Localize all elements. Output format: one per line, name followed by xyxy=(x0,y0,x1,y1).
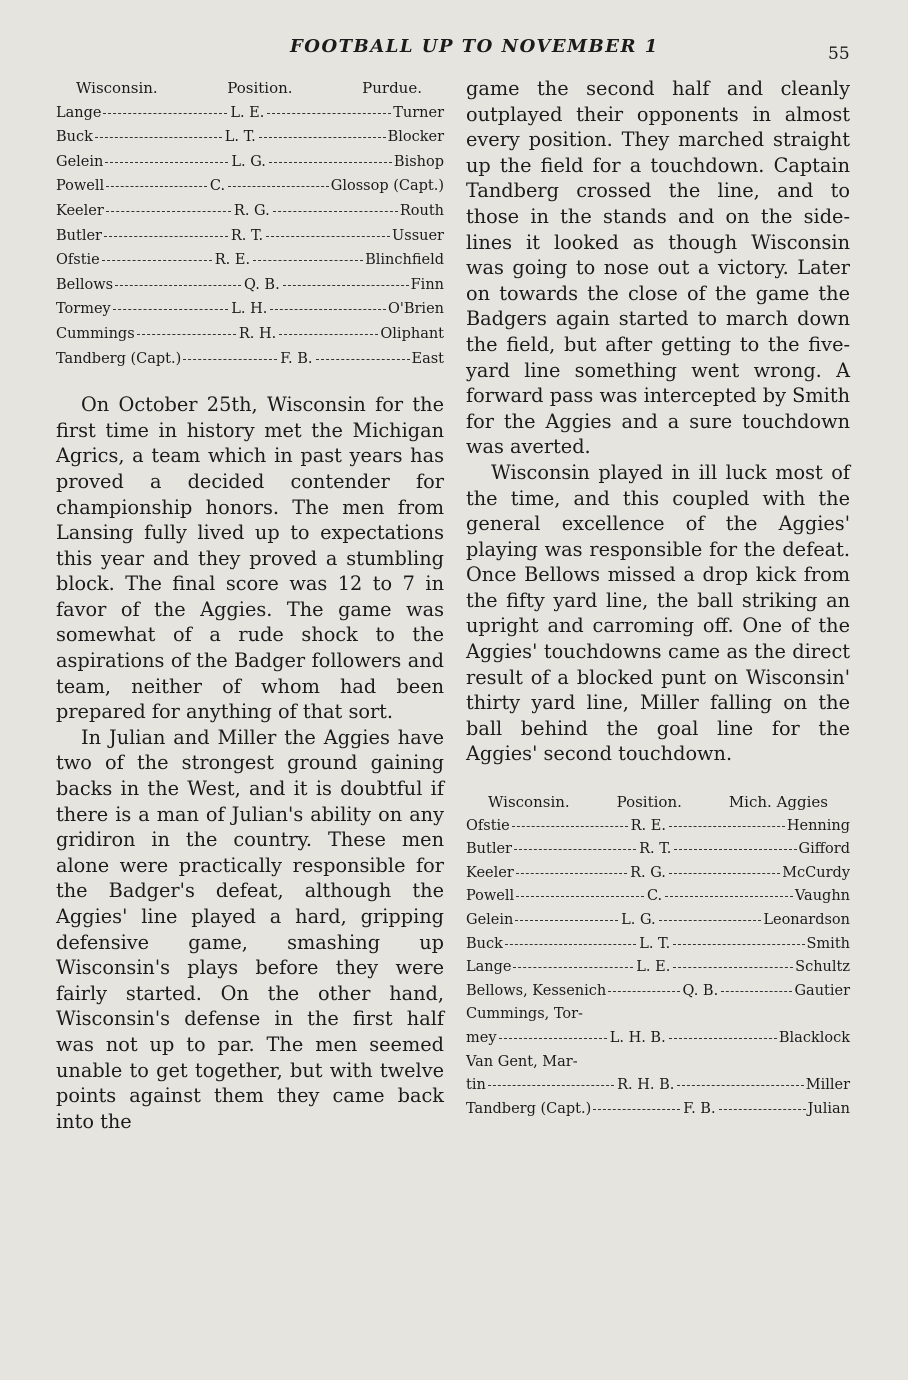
lineup-row xyxy=(56,347,444,372)
lineup-row xyxy=(56,125,444,150)
leader-dashes xyxy=(677,1085,803,1086)
header-wisconsin: Wisconsin. xyxy=(488,793,570,812)
player-opponent: Smith xyxy=(806,935,850,952)
player-position: R. G. xyxy=(630,864,666,881)
page-number: 55 xyxy=(828,44,850,64)
lineup-row xyxy=(466,815,850,839)
header-opponent: Purdue. xyxy=(362,79,422,97)
leader-dashes xyxy=(516,873,627,874)
lineup-row xyxy=(466,1098,850,1122)
lineup-row xyxy=(466,1051,850,1075)
leader-dashes xyxy=(673,967,793,968)
player-position: L. H. xyxy=(231,301,268,318)
player-opponent: Finn xyxy=(410,276,445,293)
player-opponent: Routh xyxy=(399,202,445,219)
player-opponent: McCurdy xyxy=(782,864,851,881)
player-opponent: Vaughn xyxy=(794,888,851,905)
player-opponent: O'Brien xyxy=(387,301,444,318)
leader-dashes xyxy=(269,162,392,163)
player-wisconsin: Tandberg (Capt.) xyxy=(56,350,182,367)
leader-dashes xyxy=(102,260,212,261)
player-position: L. T. xyxy=(224,129,256,146)
player-position: L. G. xyxy=(621,912,656,928)
player-wisconsin: Ofstie xyxy=(466,817,510,834)
player-wisconsin: Keeler xyxy=(56,202,104,219)
leader-dashes xyxy=(113,309,229,310)
player-position: F. B. xyxy=(280,350,313,367)
lineup-row xyxy=(56,199,444,224)
leader-dashes xyxy=(719,1109,806,1110)
lineup-header xyxy=(466,791,850,815)
lineup-row xyxy=(56,174,444,199)
leader-dashes xyxy=(669,873,780,874)
header-position: Position. xyxy=(227,79,293,97)
leader-dashes xyxy=(270,309,386,310)
leader-dashes xyxy=(253,260,363,261)
player-position: L. E. xyxy=(636,959,671,976)
leader-dashes xyxy=(721,991,792,992)
player-position: Q. B. xyxy=(682,982,719,999)
player-opponent: Miller xyxy=(805,1077,851,1094)
leader-dashes xyxy=(137,334,236,335)
player-wisconsin: Tormey xyxy=(56,301,111,318)
leader-dashes xyxy=(488,1085,614,1086)
player-wisconsin: Buck xyxy=(56,129,93,146)
leader-dashes xyxy=(669,826,785,827)
leader-dashes xyxy=(513,967,633,968)
leader-dashes xyxy=(279,334,378,335)
player-position: L. G. xyxy=(231,153,266,170)
player-wisconsin: Lange xyxy=(56,104,102,121)
player-position: L. H. B. xyxy=(609,1029,666,1046)
lineup-row xyxy=(466,885,850,909)
player-wisconsin: Butler xyxy=(466,841,512,858)
running-title: FOOTBALL UP TO NOVEMBER 1 xyxy=(290,36,659,57)
player-opponent: Julian xyxy=(807,1100,850,1117)
lineup-row xyxy=(56,224,444,249)
player-opponent: Bishop xyxy=(393,153,445,170)
player-position: R. G. xyxy=(233,202,270,219)
leader-dashes xyxy=(105,162,228,163)
leader-dashes xyxy=(103,113,227,114)
player-opponent: Blocker xyxy=(387,129,445,146)
leader-dashes xyxy=(104,236,228,237)
player-opponent: Glossop (Capt.) xyxy=(330,178,444,195)
player-opponent: Gautier xyxy=(794,982,851,999)
player-position: C. xyxy=(209,178,226,195)
header-opponent: Mich. Aggies xyxy=(728,793,828,812)
leader-dashes xyxy=(516,896,644,897)
header-position: Position. xyxy=(616,793,682,812)
player-wisconsin: Ofstie xyxy=(56,252,100,269)
lineup-row xyxy=(466,862,850,886)
lineup-row xyxy=(56,101,444,126)
player-wisconsin: Lange xyxy=(466,959,512,976)
lineup-row xyxy=(466,909,850,933)
player-opponent: Ussuer xyxy=(392,227,444,244)
lineup-row xyxy=(466,1003,850,1027)
player-position: L. T. xyxy=(639,935,671,952)
leader-dashes xyxy=(505,944,636,945)
player-position: Q. B. xyxy=(244,276,280,293)
player-opponent: Turner xyxy=(393,104,445,121)
lineup-row xyxy=(466,1074,850,1098)
leader-dashes xyxy=(608,991,679,992)
lineup-table-aggies xyxy=(466,791,850,1121)
right-column xyxy=(466,76,850,1121)
leader-dashes xyxy=(283,285,409,286)
player-position: L. E. xyxy=(230,104,265,121)
player-position: R. E. xyxy=(214,252,251,269)
player-position: R. E. xyxy=(630,817,666,834)
player-wisconsin: tin xyxy=(466,1077,486,1094)
leader-dashes xyxy=(259,137,386,138)
leader-dashes xyxy=(95,137,222,138)
player-opponent: Schultz xyxy=(795,959,850,976)
leader-dashes xyxy=(593,1109,680,1110)
leader-dashes xyxy=(228,186,329,187)
leader-dashes xyxy=(512,826,628,827)
leader-dashes xyxy=(665,896,793,897)
player-position: C. xyxy=(646,888,663,905)
player-wisconsin: Gelein xyxy=(56,153,104,170)
paragraph: In Julian and Miller the Aggies have two of the strongest ground gaining backs in the West, and it is doubtful if there is a man of Julian's ability on any gridiron in the country. These men alone were practically responsible for the Badger's defeat, although the Aggies' line played a hard, gripping defensive game, smashing up Wisconsin's plays before they were fairly started. On the other hand, Wisconsin's defense in the first half was not up to par. The men seemed unable to get together, but with twelve points against them they came back into the xyxy=(56,725,444,1133)
player-wisconsin: Gelein xyxy=(466,912,514,928)
leader-dashes xyxy=(316,359,410,360)
paragraph: game the second half and cleanly outplayed their opponents in almost every position. They marched straight up the field for a touchdown. Captain Tandberg crossed the line, and to those in the stands and on the side-lines it looked as though Wisconsin was going to nose out a victory. Later on towards the close of the game the Badgers again started to march down the field, but after getting to the five-yard line something went wrong. A forward pass was intercepted by Smith for the Aggies and a sure touchdown was averted. xyxy=(466,77,850,459)
lineup-row xyxy=(56,150,444,175)
lineup-header xyxy=(56,76,444,101)
lineup-row xyxy=(466,933,850,957)
lineup-table-purdue xyxy=(56,76,444,371)
leader-dashes xyxy=(183,359,277,360)
player-opponent: Henning xyxy=(786,817,851,834)
lineup-row xyxy=(56,322,444,347)
left-column xyxy=(56,76,444,1134)
player-opponent: Blacklock xyxy=(778,1029,851,1046)
player-wisconsin: Powell xyxy=(56,178,105,195)
lineup-row xyxy=(56,273,444,298)
leader-dashes xyxy=(267,113,391,114)
lineup-row xyxy=(466,838,850,862)
lineup-row xyxy=(56,297,444,322)
player-position: R. T. xyxy=(230,227,264,244)
player-opponent: Oliphant xyxy=(380,325,444,342)
leader-dashes xyxy=(106,211,231,212)
player-wisconsin: Keeler xyxy=(466,864,514,881)
leader-dashes xyxy=(674,849,796,850)
player-wisconsin: Bellows, Kessenich xyxy=(466,982,607,999)
paragraph: Wisconsin played in ill luck most of the time, and this coupled with the general excellence of the Aggies' playing was responsible for the defeat. Once Bellows missed a drop kick from the fifty yard line, the ball striking an upright and carroming off. One of the Aggies' touchdowns came as the direct result of a blocked punt on Wisconsin' thirty yard line, Miller falling on the ball behind the goal line for the Aggies' second touchdown. xyxy=(466,460,850,766)
player-position: R. H. xyxy=(238,325,277,342)
player-position: R. T. xyxy=(639,841,672,858)
leader-dashes xyxy=(673,944,804,945)
player-opponent: East xyxy=(411,350,445,367)
lineup-row xyxy=(56,248,444,273)
player-wisconsin: Buck xyxy=(466,935,503,952)
player-position: R. H. B. xyxy=(617,1077,675,1094)
header-wisconsin: Wisconsin. xyxy=(76,79,158,97)
player-wisconsin: Powell xyxy=(466,888,515,905)
lineup-row xyxy=(466,956,850,980)
player-opponent: Leonardson xyxy=(763,912,851,928)
leader-dashes xyxy=(106,186,207,187)
leader-dashes xyxy=(515,920,618,921)
leader-dashes xyxy=(266,236,390,237)
player-wisconsin: Cummings, Tor- xyxy=(466,1006,583,1023)
leader-dashes xyxy=(669,1038,777,1039)
page-header xyxy=(0,34,908,64)
player-wisconsin: Tandberg (Capt.) xyxy=(466,1100,592,1117)
player-wisconsin: mey xyxy=(466,1029,497,1046)
leader-dashes xyxy=(499,1038,607,1039)
player-wisconsin: Cummings xyxy=(56,325,135,342)
player-opponent: Blinchfield xyxy=(365,252,444,269)
leader-dashes xyxy=(514,849,636,850)
lineup-row xyxy=(466,980,850,1004)
player-opponent: Gifford xyxy=(798,841,850,858)
player-wisconsin: Van Gent, Mar- xyxy=(466,1053,578,1070)
player-wisconsin: Bellows xyxy=(56,276,114,293)
leader-dashes xyxy=(273,211,398,212)
leader-dashes xyxy=(115,285,241,286)
leader-dashes xyxy=(659,920,762,921)
player-wisconsin: Butler xyxy=(56,227,102,244)
lineup-row xyxy=(466,1027,850,1051)
paragraph: On October 25th, Wisconsin for the first time in history met the Michigan Agrics, a team which in past years has proved a decided contender for championship honors. The men from Lansing fully lived up to expectations this year and they proved a stumbling block. The final score was 12 to 7 in favor of the Aggies. The game was somewhat of a rude shock to the aspirations of the Badger followers and team, neither of whom had been prepared for anything of that sort. xyxy=(56,393,444,724)
player-position: F. B. xyxy=(683,1100,716,1117)
